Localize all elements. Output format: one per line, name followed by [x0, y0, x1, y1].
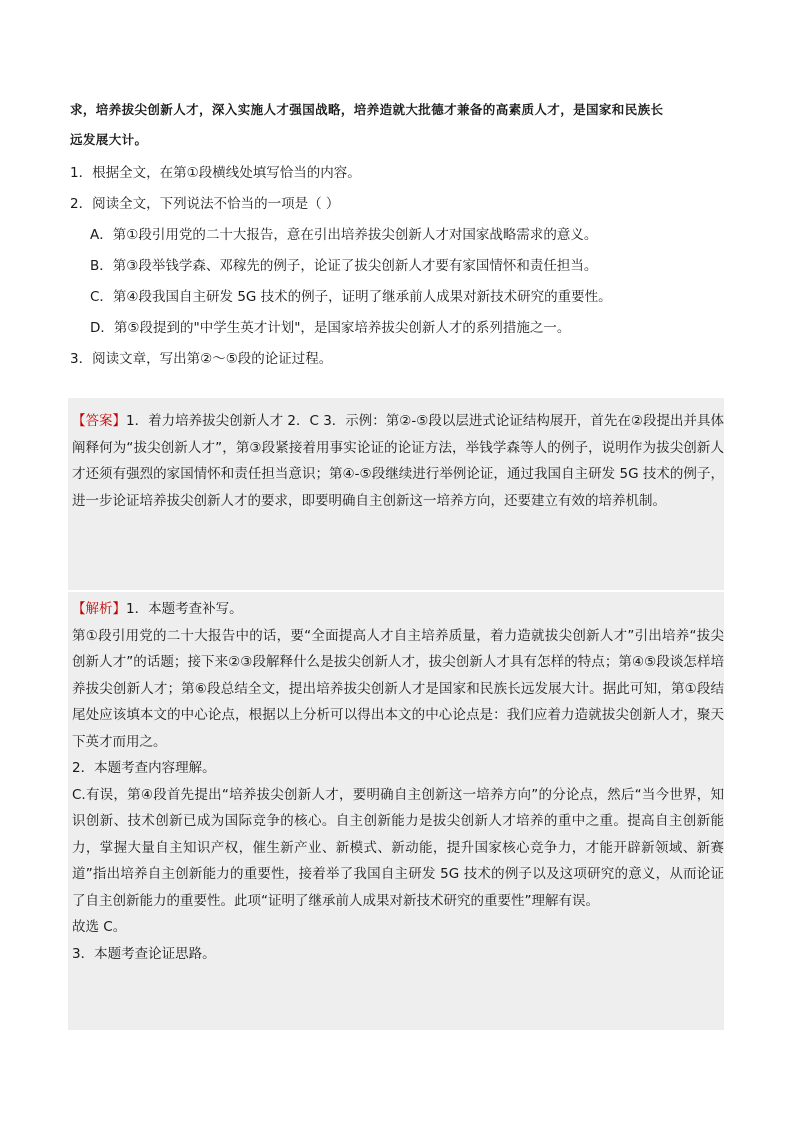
answer-tag: 【答案】	[72, 413, 127, 429]
analysis-head-3: 3．本题考查论证思路。	[72, 945, 216, 962]
analysis-head-2: 2．本题考查内容理解。	[72, 760, 216, 776]
analysis-tag: 【解析】	[72, 601, 126, 617]
option-b: B．第③段举钱学森、邓稼先的例子，论证了拔尖创新人才要有家国情怀和责任担当。	[90, 258, 598, 274]
answer-paragraph	[72, 408, 724, 514]
question-1: 1．根据全文，在第①段横线处填写恰当的内容。	[70, 165, 361, 181]
analysis-section	[72, 596, 724, 967]
answer-text: 1．着力培养拔尖创新人才 2．C 3．示例：第②-⑤段以层进式论证结构展开，首先在②段提出并具体阐释何为“拔尖创新人才”，第③段紧接着用事实论证的论证方法，举钱学森等人的例子，说明作为拔尖创新人才还须有强烈的家国情怀和责任担当意识；第④-⑤段继续进行举例论证，通过我国自主研发 5G 技术的例子，进一步论证培养拔尖创新人才的要求，即要明确自主创新这一培养方向，还要建立有效的培养机制。	[72, 413, 724, 509]
option-a: A．第①段引用党的二十大报告，意在引出培养拔尖创新人才对国家战略需求的意义。	[90, 227, 598, 243]
analysis-head-1: 1．本题考查补写。	[126, 601, 243, 617]
option-d: D．第⑤段提到的"中学生英才计划"，是国家培养拔尖创新人才的系列措施之一。	[90, 320, 571, 336]
analysis-body-1: 第①段引用党的二十大报告中的话，要“全面提高人才自主培养质量，着力造就拔尖创新人才”引出培养“拔尖创新人才”的话题；接下来②③段解释什么是拔尖创新人才，拔尖创新人才具有怎样的特点；第④⑤段谈怎样培养拔尖创新人才；第⑥段总结全文，提出培养拔尖创新人才是国家和民族长远发展大计。据此可知，第①段结尾处应该填本文的中心论点，根据以上分析可以得出本文的中心论点是：我们应着力造就拔尖创新人才，聚天下英才而用之。	[72, 627, 724, 750]
option-c: C．第④段我国自主研发 5G 技术的例子，证明了继承前人成果对新技术研究的重要性。	[90, 289, 612, 305]
analysis-choose: 故选 C。	[72, 919, 127, 935]
intro-line-2: 远发展大计。	[70, 132, 148, 147]
question-2: 2．阅读全文，下列说法不恰当的一项是（ ）	[70, 196, 340, 212]
analysis-body-2: C.有误，第④段首先提出“培养拔尖创新人才，要明确自主创新这一培养方向”的分论点，然后“当今世界，知识创新、技术创新已成为国际竞争的核心。自主创新能力是拔尖创新人才培养的重中之重。提高自主创新能力，掌握大量自主知识产权，催生新产业、新模式、新动能，提升国家核心竞争力，才能开辟新领域、新赛道”指出培养自主创新能力的重要性，接着举了我国自主研发 5G 技术的例子以及这项研究的意义，从而论证了自主创新能力的重要性。此项“证明了继承前人成果对新技术研究的重要性”理解有误。	[72, 786, 724, 909]
question-3: 3．阅读文章，写出第②～⑤段的论证过程。	[70, 351, 333, 367]
intro-line-1: 求，培养拔尖创新人才，深入实施人才强国战略，培养造就大批德才兼备的高素质人才，是国家和民族长	[70, 102, 664, 117]
